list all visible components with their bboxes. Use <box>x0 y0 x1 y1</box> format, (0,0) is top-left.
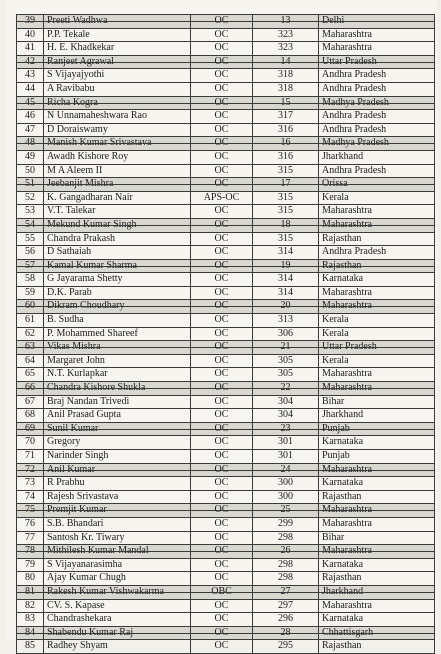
table-row <box>17 436 435 450</box>
score-cell: 16 <box>253 137 319 151</box>
score-cell: 315 <box>253 191 319 205</box>
table-row <box>17 232 435 246</box>
state-cell: Bihar <box>319 395 435 409</box>
name-cell: S Vijayanarasimha <box>44 558 191 572</box>
table-row <box>17 327 435 341</box>
row-number-cell: 55 <box>17 232 44 246</box>
name-cell: Sunil Kumar <box>44 422 191 436</box>
category-cell: OC <box>191 517 253 531</box>
category-cell: OC <box>191 436 253 450</box>
row-number-cell: 78 <box>17 545 44 559</box>
state-cell: Rajasthan <box>319 640 435 654</box>
row-number-cell: 70 <box>17 436 44 450</box>
row-number-cell: 44 <box>17 82 44 96</box>
state-cell: Jharkhand <box>319 409 435 423</box>
category-cell: OC <box>191 599 253 613</box>
score-cell: 316 <box>253 150 319 164</box>
name-cell: N Unnamaheshwara Rao <box>44 110 191 124</box>
state-cell: Punjab <box>319 450 435 464</box>
name-cell: Radhey Shyam <box>44 640 191 654</box>
row-number-cell: 66 <box>17 382 44 396</box>
category-cell: OC <box>191 205 253 219</box>
category-cell: OC <box>191 55 253 69</box>
table-row <box>17 96 435 110</box>
state-cell: Uttar Pradesh <box>319 341 435 355</box>
state-cell: Maharashtra <box>319 28 435 42</box>
table-row <box>17 531 435 545</box>
state-cell: Rajasthan <box>319 490 435 504</box>
row-number-cell: 57 <box>17 259 44 273</box>
state-cell: Maharashtra <box>319 504 435 518</box>
name-cell: Mekund Kumar Singh <box>44 218 191 232</box>
candidate-table <box>16 14 435 654</box>
state-cell: Andhra Pradesh <box>319 82 435 96</box>
score-cell: 306 <box>253 327 319 341</box>
state-cell: Orissa <box>319 178 435 192</box>
state-cell: Maharashtra <box>319 300 435 314</box>
category-cell: OC <box>191 273 253 287</box>
row-number-cell: 75 <box>17 504 44 518</box>
category-cell: OC <box>191 354 253 368</box>
table-row <box>17 450 435 464</box>
row-number-cell: 51 <box>17 178 44 192</box>
score-cell: 315 <box>253 232 319 246</box>
score-cell: 15 <box>253 96 319 110</box>
category-cell: OC <box>191 150 253 164</box>
row-number-cell: 73 <box>17 477 44 491</box>
state-cell: Rajasthan <box>319 572 435 586</box>
category-cell: OC <box>191 341 253 355</box>
state-cell: Andhra Pradesh <box>319 123 435 137</box>
category-cell: OC <box>191 15 253 29</box>
name-cell: CV. S. Kapase <box>44 599 191 613</box>
score-cell: 24 <box>253 463 319 477</box>
row-number-cell: 71 <box>17 450 44 464</box>
category-cell: OC <box>191 327 253 341</box>
category-cell: OC <box>191 178 253 192</box>
table-row <box>17 626 435 640</box>
score-cell: 22 <box>253 382 319 396</box>
state-cell: Karnataka <box>319 477 435 491</box>
score-cell: 13 <box>253 15 319 29</box>
name-cell: N.T. Kurlapkar <box>44 368 191 382</box>
table-row <box>17 558 435 572</box>
score-cell: 14 <box>253 55 319 69</box>
category-cell: OC <box>191 286 253 300</box>
score-cell: 314 <box>253 273 319 287</box>
state-cell: Jharkhand <box>319 585 435 599</box>
category-cell: OC <box>191 259 253 273</box>
table-row <box>17 382 435 396</box>
table-row <box>17 273 435 287</box>
row-number-cell: 42 <box>17 55 44 69</box>
table-row <box>17 15 435 29</box>
table-row <box>17 517 435 531</box>
row-number-cell: 79 <box>17 558 44 572</box>
row-number-cell: 48 <box>17 137 44 151</box>
name-cell: Chandra Prakash <box>44 232 191 246</box>
score-cell: 316 <box>253 123 319 137</box>
score-cell: 298 <box>253 531 319 545</box>
table-row <box>17 490 435 504</box>
category-cell: OC <box>191 368 253 382</box>
name-cell: Rakesh Kumar Vishwakarma <box>44 585 191 599</box>
row-number-cell: 56 <box>17 246 44 260</box>
score-cell: 313 <box>253 314 319 328</box>
table-row <box>17 55 435 69</box>
name-cell: S.B. Bhandari <box>44 517 191 531</box>
category-cell: OC <box>191 409 253 423</box>
name-cell: D Doraiswamy <box>44 123 191 137</box>
category-cell: OC <box>191 96 253 110</box>
row-number-cell: 49 <box>17 150 44 164</box>
score-cell: 17 <box>253 178 319 192</box>
category-cell: OC <box>191 110 253 124</box>
name-cell: Kamal Kumar Sharma <box>44 259 191 273</box>
name-cell: G Jayarama Shetty <box>44 273 191 287</box>
category-cell: OC <box>191 164 253 178</box>
category-cell: OC <box>191 28 253 42</box>
row-number-cell: 82 <box>17 599 44 613</box>
score-cell: 315 <box>253 205 319 219</box>
score-cell: 304 <box>253 395 319 409</box>
name-cell: Shabendu Kumar Raj <box>44 626 191 640</box>
name-cell: Rajesh Srivastava <box>44 490 191 504</box>
state-cell: Karnataka <box>319 273 435 287</box>
row-number-cell: 43 <box>17 69 44 83</box>
name-cell: Santosh Kr. Tiwary <box>44 531 191 545</box>
state-cell: Maharashtra <box>319 218 435 232</box>
state-cell: Maharashtra <box>319 42 435 56</box>
table-row <box>17 572 435 586</box>
state-cell: Andhra Pradesh <box>319 246 435 260</box>
state-cell: Andhra Pradesh <box>319 164 435 178</box>
score-cell: 28 <box>253 626 319 640</box>
row-number-cell: 63 <box>17 341 44 355</box>
score-cell: 323 <box>253 42 319 56</box>
row-number-cell: 68 <box>17 409 44 423</box>
name-cell: Chandra Kishore Shukla <box>44 382 191 396</box>
document-page <box>6 0 437 652</box>
category-cell: OC <box>191 82 253 96</box>
row-number-cell: 54 <box>17 218 44 232</box>
category-cell: OC <box>191 558 253 572</box>
row-number-cell: 41 <box>17 42 44 56</box>
category-cell: OC <box>191 463 253 477</box>
name-cell: Mithilesh Kumar Mandal <box>44 545 191 559</box>
table-row <box>17 314 435 328</box>
category-cell: OC <box>191 477 253 491</box>
row-number-cell: 58 <box>17 273 44 287</box>
state-cell: Andhra Pradesh <box>319 110 435 124</box>
state-cell: Kerala <box>319 314 435 328</box>
score-cell: 296 <box>253 613 319 627</box>
name-cell: Ranjeet Agrawal <box>44 55 191 69</box>
table-row <box>17 477 435 491</box>
row-number-cell: 60 <box>17 300 44 314</box>
state-cell: Delhi <box>319 15 435 29</box>
row-number-cell: 85 <box>17 640 44 654</box>
state-cell: Karnataka <box>319 613 435 627</box>
name-cell: P. Mohammed Shareef <box>44 327 191 341</box>
row-number-cell: 76 <box>17 517 44 531</box>
table-row <box>17 123 435 137</box>
name-cell: Gregory <box>44 436 191 450</box>
score-cell: 299 <box>253 517 319 531</box>
table-row <box>17 246 435 260</box>
table-row <box>17 599 435 613</box>
row-number-cell: 84 <box>17 626 44 640</box>
name-cell: Narinder Singh <box>44 450 191 464</box>
row-number-cell: 81 <box>17 585 44 599</box>
state-cell: Maharashtra <box>319 382 435 396</box>
score-cell: 298 <box>253 558 319 572</box>
row-number-cell: 40 <box>17 28 44 42</box>
state-cell: Karnataka <box>319 558 435 572</box>
state-cell: Maharashtra <box>319 286 435 300</box>
name-cell: V.T. Talekar <box>44 205 191 219</box>
state-cell: Maharashtra <box>319 463 435 477</box>
state-cell: Karnataka <box>319 436 435 450</box>
score-cell: 301 <box>253 436 319 450</box>
name-cell: Preeti Wadhwa <box>44 15 191 29</box>
category-cell: OC <box>191 123 253 137</box>
table-row <box>17 395 435 409</box>
score-cell: 323 <box>253 28 319 42</box>
name-cell: D.K. Parab <box>44 286 191 300</box>
table-row <box>17 585 435 599</box>
table-row <box>17 504 435 518</box>
name-cell: R Prabhu <box>44 477 191 491</box>
name-cell: Awadh Kishore Roy <box>44 150 191 164</box>
name-cell: H. E. Khadkekar <box>44 42 191 56</box>
state-cell: Bihar <box>319 531 435 545</box>
state-cell: Maharashtra <box>319 517 435 531</box>
row-number-cell: 45 <box>17 96 44 110</box>
state-cell: Madhya Pradesh <box>319 137 435 151</box>
table-row <box>17 613 435 627</box>
category-cell: OC <box>191 218 253 232</box>
category-cell: OBC <box>191 585 253 599</box>
table-row <box>17 42 435 56</box>
category-cell: OC <box>191 395 253 409</box>
category-cell: OC <box>191 314 253 328</box>
table-row <box>17 463 435 477</box>
score-cell: 315 <box>253 164 319 178</box>
table-row <box>17 422 435 436</box>
score-cell: 317 <box>253 110 319 124</box>
score-cell: 21 <box>253 341 319 355</box>
score-cell: 318 <box>253 69 319 83</box>
name-cell: S Vijayajyothi <box>44 69 191 83</box>
table-row <box>17 150 435 164</box>
table-row <box>17 640 435 654</box>
state-cell: Uttar Pradesh <box>319 55 435 69</box>
category-cell: OC <box>191 382 253 396</box>
score-cell: 318 <box>253 82 319 96</box>
category-cell: OC <box>191 626 253 640</box>
row-number-cell: 83 <box>17 613 44 627</box>
state-cell: Rajasthan <box>319 259 435 273</box>
name-cell: K. Gangadharan Nair <box>44 191 191 205</box>
row-number-cell: 39 <box>17 15 44 29</box>
table-row <box>17 137 435 151</box>
row-number-cell: 65 <box>17 368 44 382</box>
state-cell: Chhattisgarh <box>319 626 435 640</box>
score-cell: 305 <box>253 354 319 368</box>
name-cell: D Sathaiah <box>44 246 191 260</box>
category-cell: OC <box>191 613 253 627</box>
name-cell: B. Sudha <box>44 314 191 328</box>
state-cell: Madhya Pradesh <box>319 96 435 110</box>
table-row <box>17 341 435 355</box>
score-cell: 300 <box>253 490 319 504</box>
category-cell: OC <box>191 545 253 559</box>
row-number-cell: 77 <box>17 531 44 545</box>
score-cell: 27 <box>253 585 319 599</box>
table-row <box>17 354 435 368</box>
score-cell: 314 <box>253 246 319 260</box>
name-cell: Vikas Mishra <box>44 341 191 355</box>
table-row <box>17 409 435 423</box>
row-number-cell: 53 <box>17 205 44 219</box>
state-cell: Maharashtra <box>319 205 435 219</box>
category-cell: OC <box>191 42 253 56</box>
name-cell: Braj Nandan Trivedi <box>44 395 191 409</box>
score-cell: 19 <box>253 259 319 273</box>
category-cell: OC <box>191 232 253 246</box>
table-row <box>17 191 435 205</box>
row-number-cell: 46 <box>17 110 44 124</box>
category-cell: OC <box>191 504 253 518</box>
table-row <box>17 178 435 192</box>
category-cell: OC <box>191 300 253 314</box>
name-cell: Anil Kumar <box>44 463 191 477</box>
row-number-cell: 47 <box>17 123 44 137</box>
table-row <box>17 286 435 300</box>
name-cell: Margaret John <box>44 354 191 368</box>
category-cell: APS-OC <box>191 191 253 205</box>
name-cell: Chandrashekara <box>44 613 191 627</box>
name-cell: Manish Kumar Srivastava <box>44 137 191 151</box>
name-cell: Anil Prasad Gupta <box>44 409 191 423</box>
score-cell: 23 <box>253 422 319 436</box>
row-number-cell: 64 <box>17 354 44 368</box>
state-cell: Maharashtra <box>319 368 435 382</box>
row-number-cell: 50 <box>17 164 44 178</box>
table-row <box>17 164 435 178</box>
table-row <box>17 28 435 42</box>
name-cell: Dikram Choudhary <box>44 300 191 314</box>
score-cell: 301 <box>253 450 319 464</box>
table-row <box>17 110 435 124</box>
table-row <box>17 368 435 382</box>
row-number-cell: 69 <box>17 422 44 436</box>
category-cell: OC <box>191 422 253 436</box>
row-number-cell: 74 <box>17 490 44 504</box>
table-row <box>17 259 435 273</box>
state-cell: Punjab <box>319 422 435 436</box>
row-number-cell: 67 <box>17 395 44 409</box>
row-number-cell: 61 <box>17 314 44 328</box>
name-cell: M A Aleem II <box>44 164 191 178</box>
table-row <box>17 82 435 96</box>
table-row <box>17 69 435 83</box>
score-cell: 297 <box>253 599 319 613</box>
name-cell: A Ravibabu <box>44 82 191 96</box>
row-number-cell: 72 <box>17 463 44 477</box>
name-cell: Ajay Kumar Chugh <box>44 572 191 586</box>
score-cell: 18 <box>253 218 319 232</box>
table-row <box>17 300 435 314</box>
category-cell: OC <box>191 69 253 83</box>
name-cell: P.P. Tekale <box>44 28 191 42</box>
name-cell: Premjit Kumar <box>44 504 191 518</box>
category-cell: OC <box>191 450 253 464</box>
category-cell: OC <box>191 137 253 151</box>
state-cell: Rajasthan <box>319 232 435 246</box>
state-cell: Kerala <box>319 191 435 205</box>
category-cell: OC <box>191 490 253 504</box>
state-cell: Maharashtra <box>319 545 435 559</box>
score-cell: 305 <box>253 368 319 382</box>
table-row <box>17 205 435 219</box>
score-cell: 26 <box>253 545 319 559</box>
category-cell: OC <box>191 640 253 654</box>
category-cell: OC <box>191 531 253 545</box>
score-cell: 304 <box>253 409 319 423</box>
state-cell: Kerala <box>319 354 435 368</box>
table-row <box>17 218 435 232</box>
score-cell: 25 <box>253 504 319 518</box>
score-cell: 298 <box>253 572 319 586</box>
state-cell: Jharkhand <box>319 150 435 164</box>
score-cell: 314 <box>253 286 319 300</box>
row-number-cell: 62 <box>17 327 44 341</box>
row-number-cell: 80 <box>17 572 44 586</box>
category-cell: OC <box>191 572 253 586</box>
score-cell: 295 <box>253 640 319 654</box>
state-cell: Maharashtra <box>319 599 435 613</box>
state-cell: Kerala <box>319 327 435 341</box>
candidate-table-body <box>17 15 435 654</box>
name-cell: Jeebanjit Mishra <box>44 178 191 192</box>
state-cell: Andhra Pradesh <box>319 69 435 83</box>
name-cell: Richa Kogra <box>44 96 191 110</box>
row-number-cell: 59 <box>17 286 44 300</box>
table-row <box>17 545 435 559</box>
category-cell: OC <box>191 246 253 260</box>
row-number-cell: 52 <box>17 191 44 205</box>
score-cell: 20 <box>253 300 319 314</box>
score-cell: 300 <box>253 477 319 491</box>
